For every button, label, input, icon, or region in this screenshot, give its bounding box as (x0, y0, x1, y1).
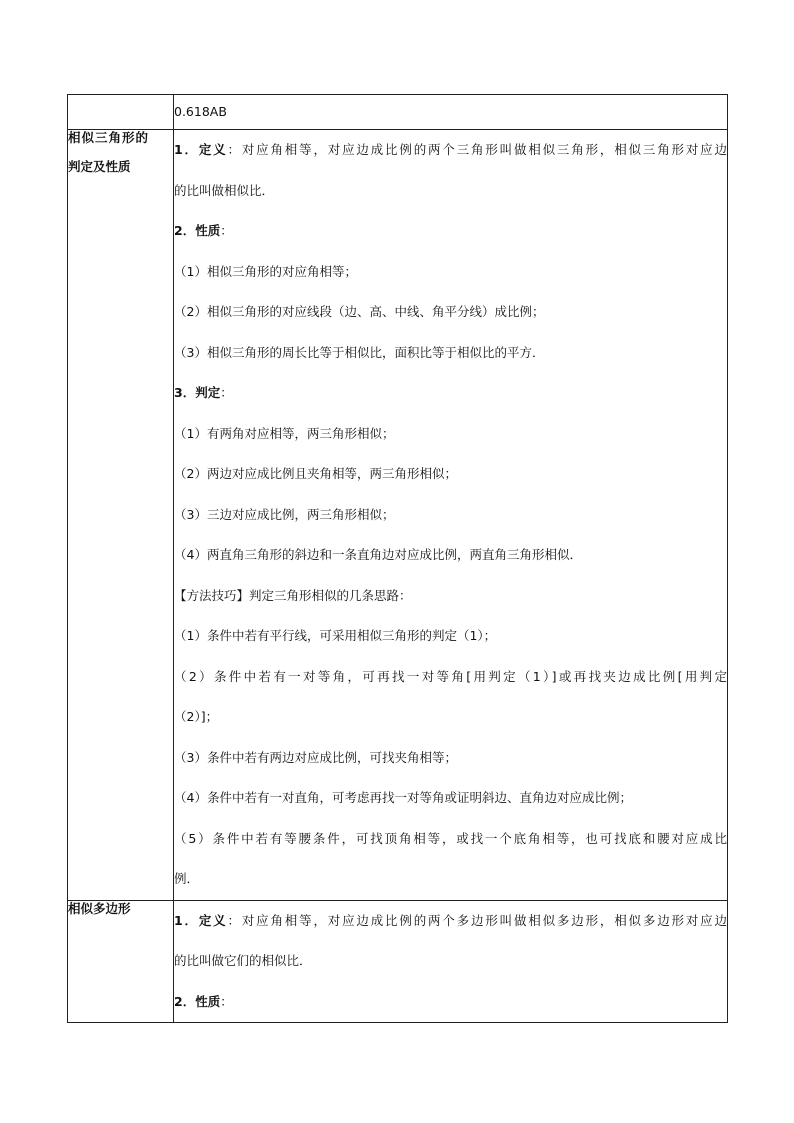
content-line: （4）条件中若有一对直角，可考虑再找一对等角或证明斜边、直角边对应成比例； (174, 790, 632, 805)
content-line: （2）相似三角形的对应线段（边、高、中线、角平分线）成比例； (174, 304, 545, 319)
content-line: （2）两边对应成比例且夹角相等，两三角形相似； (174, 466, 457, 481)
content-text: ： (220, 223, 233, 238)
content-line: （5）条件中若有等腰条件，可找顶角相等，或找一个底角相等，也可找底和腰对应成比 (174, 830, 727, 846)
section-heading: 1．定义 (174, 142, 228, 157)
content-line: （4）两直角三角形的斜边和一条直角边对应成比例，两直角三角形相似． (174, 547, 582, 562)
content-line: （1）条件中若有平行线，可采用相似三角形的判定（1）； (174, 628, 497, 643)
content-line: （3）条件中若有两边对应成比例，可找夹角相等； (174, 749, 457, 765)
section-heading: 2．性质 (174, 223, 221, 238)
content-line (174, 130, 727, 171)
row-label: 相似三角形的 (68, 130, 150, 145)
content-table (67, 94, 728, 1023)
content-line: （3）相似三角形的周长比等于相似比，面积比等于相似比的平方． (174, 344, 545, 360)
section-heading: 3．判定 (174, 385, 221, 400)
section-heading: 2．性质 (174, 993, 221, 1009)
content-line: 例． (174, 871, 200, 886)
content-line: （2）条件中若有一对等角，可再找一对等角[用判定（1）]或再找夹边成比例[用判定 (174, 668, 727, 684)
content-line (174, 982, 727, 1023)
content-line: （2）]； (174, 709, 219, 724)
content-line (174, 901, 727, 942)
row-label: 判定及性质 (68, 159, 131, 174)
content-text: ： (220, 385, 233, 400)
content-line: 0.618AB (174, 104, 227, 119)
row-label-cell (68, 130, 174, 901)
content-text: ： (220, 993, 233, 1009)
section-heading: 1．定义 (174, 912, 228, 928)
row-content-cell (174, 95, 728, 130)
row-label-cell (68, 900, 174, 1023)
content-line (174, 373, 727, 414)
row-content-cell (174, 130, 728, 901)
row-label: 相似多边形 (68, 900, 131, 916)
content-line: 的比叫做它们的相似比． (174, 953, 312, 968)
content-line: 【方法技巧】判定三角形相似的几条思路： (174, 587, 412, 603)
content-line: （1）有两角对应相等，两三角形相似； (174, 425, 395, 441)
content-text: ：对应角相等，对应边成比例的两个三角形叫做相似三角形，相似三角形对应边 (227, 142, 727, 157)
row-content-cell (174, 900, 728, 1023)
content-text: ：对应角相等，对应边成比例的两个多边形叫做相似多边形，相似多边形对应边 (227, 912, 727, 928)
content-line: （1）相似三角形的对应角相等； (174, 263, 357, 279)
table-row (68, 130, 728, 901)
content-line (174, 211, 727, 252)
table-row (68, 900, 728, 1023)
content-line: （3）三边对应成比例，两三角形相似； (174, 506, 395, 522)
content-line: 的比叫做相似比． (174, 182, 275, 198)
